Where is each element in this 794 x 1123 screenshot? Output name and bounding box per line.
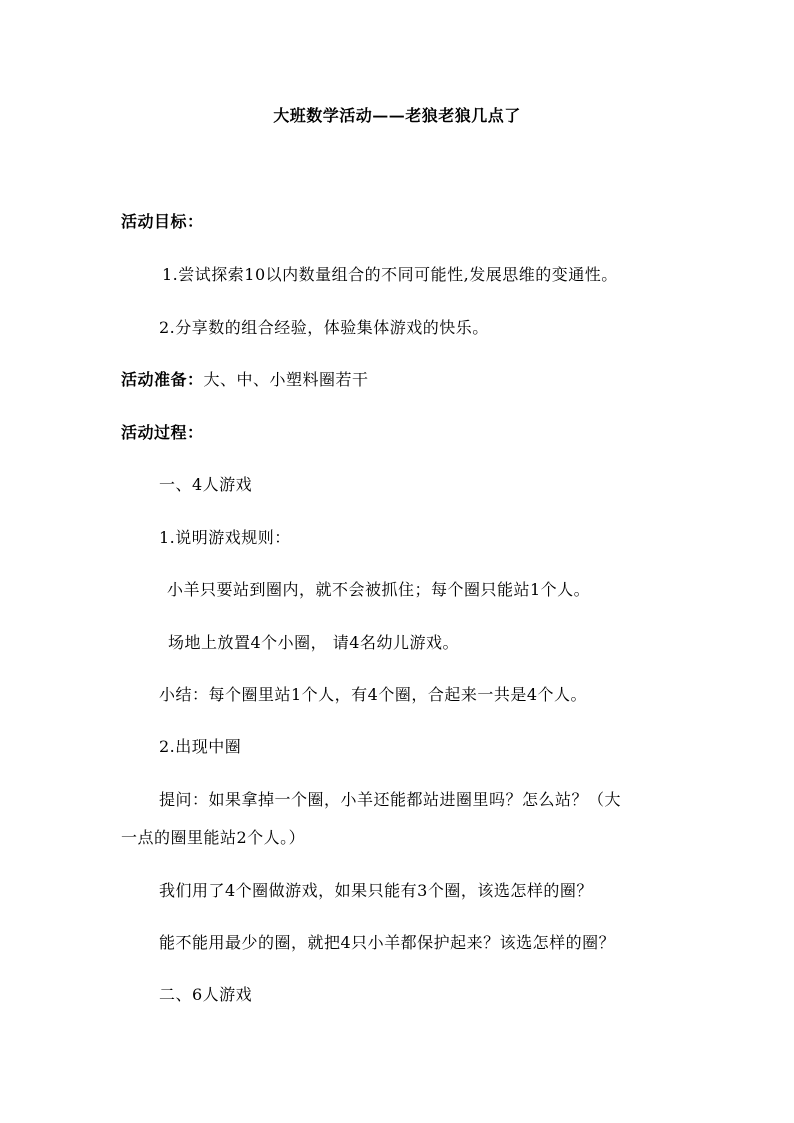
step-heading-2: 2.出现中圈 [159,737,242,756]
section-heading-2: 二、6人游戏 [159,985,253,1004]
rule-line-1: 小羊只要站到圈内，就不会被抓住；每个圈只能站1个人。 [167,580,591,599]
rule-line-2: 场地上放置4个小圈， 请4名幼儿游戏。 [168,633,459,652]
goal-item-2: 2.分享数的组合经验，体验集体游戏的快乐。 [159,318,489,337]
process-heading: 活动过程： [121,423,204,442]
document-title: 大班数学活动——老狼老狼几点了 [273,106,521,125]
section-heading-1: 一、4人游戏 [159,475,253,494]
prep-label: 活动准备： [121,370,204,389]
question-line-1: 提问：如果拿掉一个圈，小羊还能都站进圈里吗？怎么站？（大 [159,790,622,809]
paragraph-line-2: 能不能用最少的圈，就把4只小羊都保护起来？该选怎样的圈？ [159,933,616,952]
question-line-2: 一点的圈里能站2个人。） [121,828,306,847]
paragraph-line-1: 我们用了4个圈做游戏，如果只能有3个圈，该选怎样的圈？ [159,881,593,900]
prep-text: 大、中、小塑料圈若干 [203,370,369,389]
summary-line: 小结：每个圈里站1个人，有4个圈，合起来一共是4个人。 [159,685,588,704]
goals-heading: 活动目标： [121,212,204,231]
step-heading-1: 1.说明游戏规则： [159,528,291,547]
goal-item-1: 1.尝试探索10以内数量组合的不同可能性,发展思维的变通性。 [162,265,618,284]
prep-paragraph [121,370,369,390]
